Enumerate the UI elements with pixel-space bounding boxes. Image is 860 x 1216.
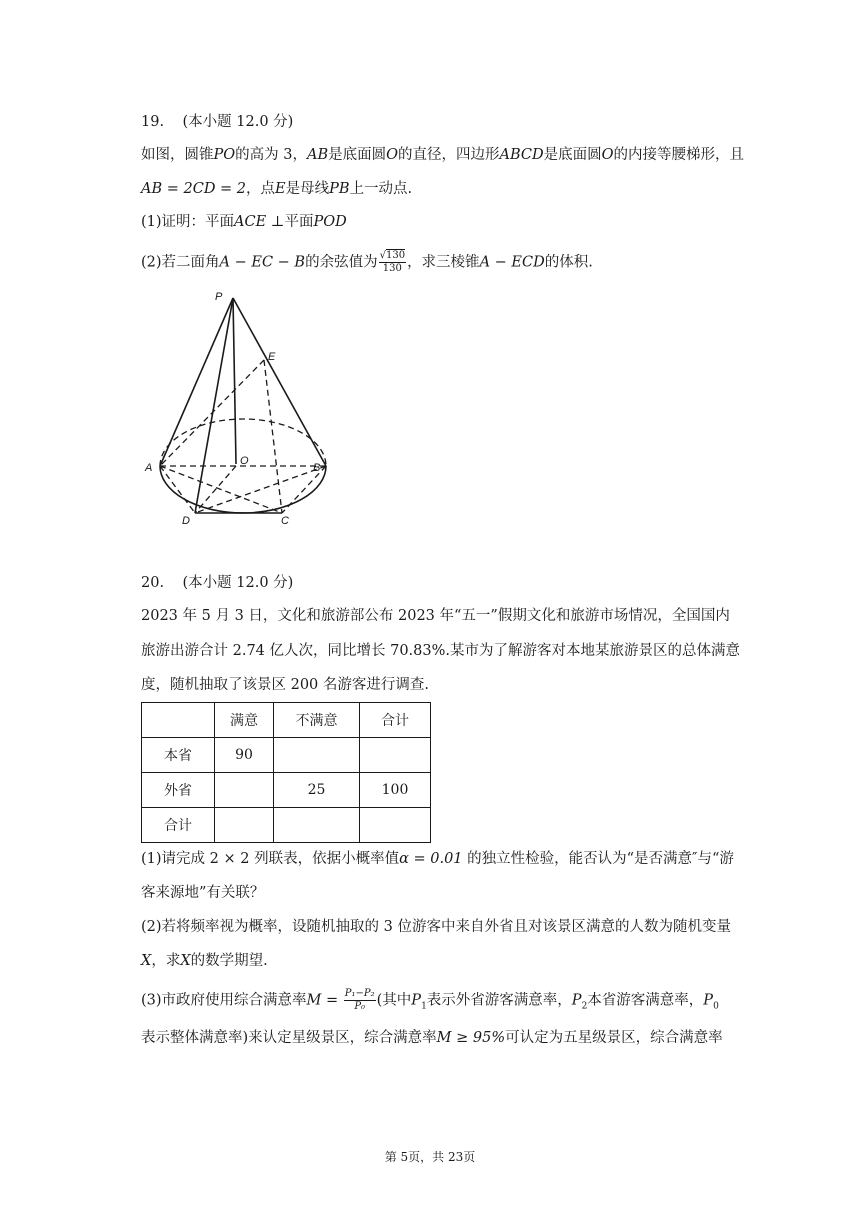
text: (3)市政府使用综合满意率: [141, 992, 307, 1009]
label-p: P: [215, 291, 223, 303]
q20-heading: [141, 572, 293, 594]
table-cell: 不满意: [274, 703, 360, 738]
q20-text-line-2: 旅游出游合计 2.74 亿人次，同比增长 70.83%.某市为了解游客对本地某旅游景区的总体满意: [141, 643, 741, 659]
table-row: [142, 738, 431, 773]
text: 的内接等腰梯形，且: [613, 147, 745, 163]
label-d: D: [182, 515, 190, 527]
page-footer: 第 5页，共 23页: [384, 1150, 476, 1164]
text: 的直径，四边形: [398, 147, 500, 163]
math-pb: PB: [329, 181, 350, 197]
math-p2: P: [571, 992, 582, 1009]
text: (1)证明：平面: [141, 214, 235, 230]
table-cell: [274, 808, 360, 843]
q19-part-2: [141, 250, 593, 275]
label-b: B: [313, 462, 321, 474]
segment-od: [195, 466, 236, 513]
table-cell: 合计: [360, 703, 431, 738]
segment-ac: [160, 466, 282, 513]
text: 的余弦值为: [305, 254, 378, 271]
text: 是底面圆: [328, 147, 387, 163]
subscript: 0: [713, 1001, 719, 1012]
math-equation: AB = 2CD = 2: [141, 181, 247, 197]
subscript: 1: [421, 1001, 427, 1012]
q20-part-3-line-1: [141, 988, 719, 1017]
math-po: PO: [213, 147, 236, 163]
text: 本省游客满意率，: [587, 992, 704, 1009]
height-po: [233, 298, 236, 464]
fraction-sqrt130-over-130: $\frac{√130}{130}$: [379, 250, 406, 274]
segment-ea: [160, 360, 264, 466]
math-ab: AB: [307, 147, 329, 163]
text: ，求三棱锥: [407, 254, 480, 271]
math-abcd: ABCD: [499, 147, 544, 163]
text: ，求: [151, 953, 181, 969]
q20-part-3-line-2: [141, 1027, 723, 1049]
table-cell: 合计: [142, 808, 215, 843]
math-dihedral-angle: A − EC − B: [219, 254, 306, 271]
label-o: O: [240, 455, 249, 467]
math-alpha: α = 0.01: [399, 851, 463, 867]
table-cell: 外省: [142, 773, 215, 808]
text: 的数学期望.: [190, 953, 268, 969]
fraction-denominator: P₀: [354, 1001, 366, 1012]
text: 的体积.: [544, 254, 593, 271]
fraction-numerator: P₁−P₂: [344, 988, 375, 999]
text: 的高为 3，: [235, 147, 307, 163]
table-cell: [215, 808, 274, 843]
math-o: O: [386, 147, 399, 163]
q19-part-1: [141, 211, 347, 233]
q20-part-1-line-2: 客来源地”有关联？: [141, 885, 265, 901]
fraction-denominator: 130: [382, 263, 402, 274]
math-p0: P: [703, 992, 714, 1009]
math-o: O: [601, 147, 614, 163]
table-cell: [142, 703, 215, 738]
table-row: [142, 808, 431, 843]
q19-heading: [141, 111, 293, 133]
math-m-condition: M ≥ 95%: [436, 1030, 506, 1046]
label-c: C: [281, 515, 289, 527]
q19-number: 19.: [141, 114, 165, 130]
math-x: X: [141, 953, 152, 969]
table-cell: [274, 738, 360, 773]
subscript: 2: [581, 1001, 588, 1012]
contingency-table: [141, 702, 431, 843]
q20-text-line-1: 2023 年 5 月 3 日，文化和旅游部公布 2023 年“五一”假期文化和旅游市场情况，全国国内: [141, 608, 730, 624]
q20-part-1-line-1: [141, 848, 734, 870]
label-a: A: [145, 462, 153, 474]
text: 的独立性检验，能否认为“是否满意″与“游: [462, 851, 734, 867]
q20-number: 20.: [141, 575, 165, 591]
q20-points: (本小题 12.0 分): [182, 575, 294, 591]
math-ace: ACE: [234, 214, 267, 230]
table-row: [142, 773, 431, 808]
text: (2)若二面角: [141, 254, 220, 271]
q20-part-2-line-2: [141, 950, 268, 972]
math-tetrahedron: A − ECD: [479, 254, 545, 271]
segment-ad: [160, 466, 195, 513]
table-cell: [215, 773, 274, 808]
generatrix-pb: [233, 298, 326, 466]
fraction-m: [344, 988, 376, 1013]
table-cell: 25: [274, 773, 360, 808]
math-x: X: [180, 953, 191, 969]
table-cell: 本省: [142, 738, 215, 773]
q19-text-line-1: [141, 144, 744, 166]
text: 是底面圆: [543, 147, 602, 163]
math-m: M =: [306, 992, 339, 1009]
text: 是母线: [285, 181, 330, 197]
text: 可认定为五星级景区，综合满意率: [505, 1030, 723, 1046]
table-cell: [360, 738, 431, 773]
table-cell: 满意: [215, 703, 274, 738]
table-cell: 90: [215, 738, 274, 773]
label-e: E: [268, 351, 276, 363]
table-header-row: [142, 703, 431, 738]
fraction-numerator: 130: [385, 250, 406, 261]
text: (其中: [376, 992, 412, 1009]
table-cell: 100: [360, 773, 431, 808]
q19-points: (本小题 12.0 分): [182, 114, 294, 130]
math-p1: P: [411, 992, 422, 1009]
q20-text-line-3: 度，随机抽取了该景区 200 名游客进行调查.: [141, 677, 430, 693]
math-pod: POD: [313, 214, 347, 230]
q19-text-line-2: [141, 178, 412, 200]
text: 如图，圆锥: [141, 147, 214, 163]
text: ，点: [246, 181, 276, 197]
q20-part-2-line-1: (2)若将频率视为概率，设随机抽取的 3 位游客中来自外省且对该景区满意的人数为随机变量: [141, 919, 731, 935]
edge-pd: [195, 298, 233, 513]
text: (1)请完成 2 × 2 列联表，依据小概率值: [141, 851, 400, 867]
table-cell: [360, 808, 431, 843]
text: 表示整体满意率)来认定星级景区，综合满意率: [141, 1030, 437, 1046]
math-e: E: [275, 181, 286, 197]
text: ⊥平面: [266, 214, 314, 230]
base-front-arc: [160, 466, 326, 513]
cone-figure: [140, 288, 340, 533]
generatrix-pa: [160, 298, 233, 466]
text: 表示外省游客满意率，: [426, 992, 572, 1009]
text: 上一动点.: [349, 181, 413, 197]
